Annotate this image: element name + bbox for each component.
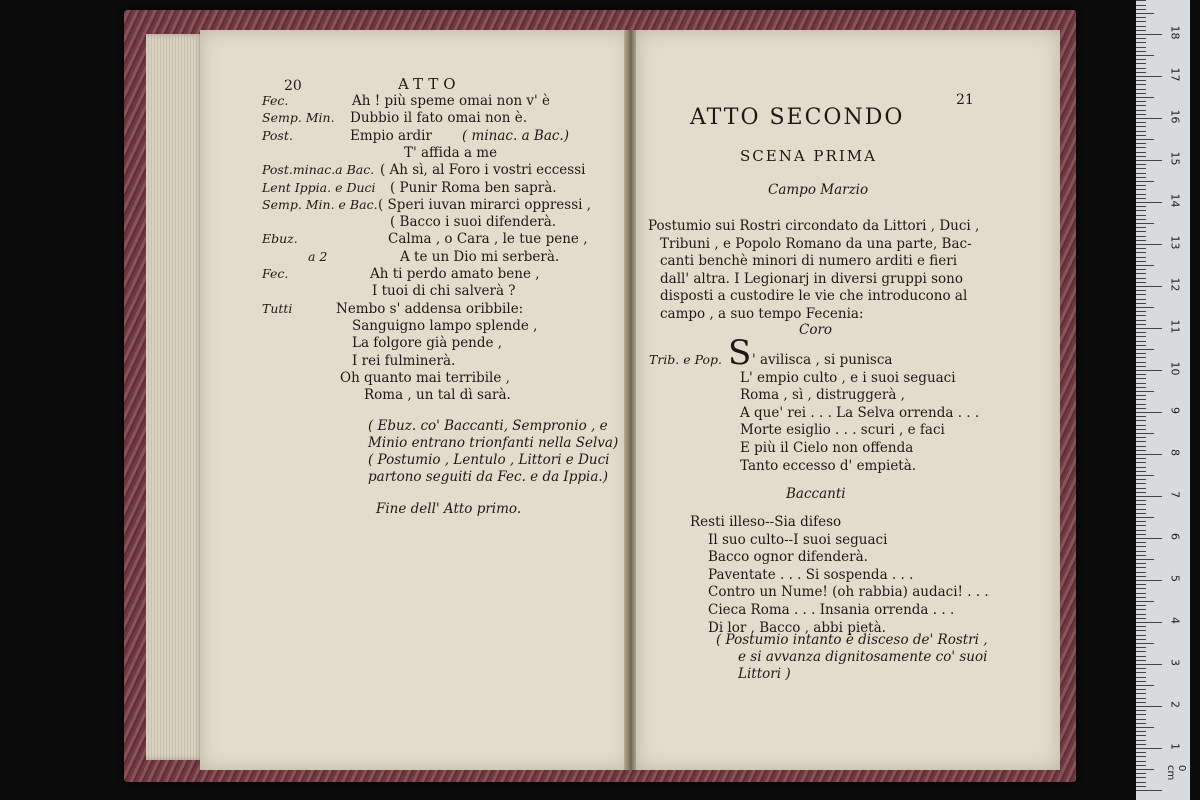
bacchants-line: Contro un Nume! (oh rabbia) audaci! . . . xyxy=(708,584,989,601)
ruler-tick xyxy=(1136,530,1146,531)
ruler-tick xyxy=(1136,425,1146,426)
ruler-tick xyxy=(1136,559,1154,560)
ruler-tick xyxy=(1136,227,1146,228)
ruler-tick xyxy=(1136,538,1162,539)
scene-title: SCENA PRIMA xyxy=(740,147,877,165)
ruler-tick xyxy=(1136,597,1146,598)
ruler-tick xyxy=(1136,605,1146,606)
ruler-tick xyxy=(1136,290,1146,291)
ruler-tick xyxy=(1136,286,1162,287)
ruler-tick xyxy=(1136,509,1146,510)
ruler-tick xyxy=(1136,576,1146,577)
ruler-tick xyxy=(1136,240,1146,241)
ruler-tick xyxy=(1136,26,1146,27)
speaker-label: Tutti xyxy=(262,300,293,316)
ruler-tick xyxy=(1136,630,1146,631)
ruler-tick xyxy=(1136,731,1146,732)
ruler-tick xyxy=(1136,412,1162,413)
ruler-tick xyxy=(1136,391,1154,392)
ruler-tick xyxy=(1136,689,1146,690)
bacchants-line: Bacco ognor difenderà. xyxy=(708,549,868,566)
ruler-tick xyxy=(1136,677,1146,678)
ruler-tick xyxy=(1136,773,1146,774)
ruler-tick xyxy=(1136,790,1162,791)
ruler-tick xyxy=(1136,59,1146,60)
ruler-tick xyxy=(1136,370,1162,371)
ruler-tick xyxy=(1136,63,1146,64)
ruler-tick xyxy=(1136,80,1146,81)
ruler-number: 5 xyxy=(1168,575,1182,582)
ruler-tick xyxy=(1136,748,1162,749)
ruler-tick xyxy=(1136,206,1146,207)
page-number-left: 20 xyxy=(284,78,302,94)
ruler-tick xyxy=(1136,786,1146,787)
ruler-tick xyxy=(1136,693,1146,694)
ruler-number: 13 xyxy=(1168,235,1182,250)
ruler-tick xyxy=(1136,710,1146,711)
ruler-tick xyxy=(1136,458,1146,459)
ruler-number: 7 xyxy=(1168,491,1182,498)
ruler-tick xyxy=(1136,210,1146,211)
chorus-heading: Coro xyxy=(799,322,833,338)
ruler-tick xyxy=(1136,328,1162,329)
bacchants-line: Il suo culto--I suoi seguaci xyxy=(708,531,888,548)
ruler-tick xyxy=(1136,30,1146,31)
speaker-label: a 2 xyxy=(308,248,328,264)
ruler-tick xyxy=(1136,76,1162,77)
ruler-number: 16 xyxy=(1168,109,1182,124)
ruler-tick xyxy=(1136,698,1146,699)
ruler-tick xyxy=(1136,521,1146,522)
ruler-tick xyxy=(1136,294,1146,295)
speaker-label: Fec. xyxy=(262,93,289,108)
ruler-tick xyxy=(1136,93,1146,94)
ruler-tick xyxy=(1136,68,1146,69)
bacchants-heading: Baccanti xyxy=(786,486,846,502)
ruler-tick xyxy=(1136,420,1146,421)
ruler-tick xyxy=(1136,21,1146,22)
ruler-tick xyxy=(1136,378,1146,379)
verse-line: ( Punir Roma ben saprà. xyxy=(390,179,557,196)
verse-line: ( Speri iuvan mirarci oppressi , xyxy=(378,196,592,213)
ruler-tick xyxy=(1136,168,1146,169)
ruler-tick xyxy=(1136,399,1146,400)
ruler-tick xyxy=(1136,534,1146,535)
ruler-tick xyxy=(1136,55,1154,56)
verse-line: A te un Dio mi serberà. xyxy=(400,248,560,265)
ruler-tick xyxy=(1136,105,1146,106)
ruler-tick xyxy=(1136,685,1154,686)
verse-line: Ah ! più speme omai non v' è xyxy=(352,93,551,109)
ruler-tick xyxy=(1136,706,1162,707)
description-line: campo , a suo tempo Fecenia: xyxy=(660,306,864,322)
ruler-tick xyxy=(1136,131,1146,132)
ruler-tick xyxy=(1136,437,1146,438)
ruler-tick xyxy=(1136,273,1146,274)
ruler-tick xyxy=(1136,433,1154,434)
ruler-tick xyxy=(1136,584,1146,585)
ruler-tick xyxy=(1136,177,1146,178)
ruler-tick xyxy=(1136,257,1146,258)
ruler-tick xyxy=(1136,357,1146,358)
ruler-tick xyxy=(1136,126,1146,127)
ruler-tick xyxy=(1136,84,1146,85)
ruler-tick xyxy=(1136,362,1146,363)
ruler-tick xyxy=(1136,643,1154,644)
ruler-tick xyxy=(1136,492,1146,493)
ruler-tick xyxy=(1136,740,1146,741)
description-line: Postumio sui Rostri circondato da Littori , Duci , xyxy=(648,218,980,234)
stage-direction-line: ( Postumio intanto è disceso de' Rostri , xyxy=(716,632,988,648)
ruler-tick xyxy=(1136,51,1146,52)
ruler-number: 8 xyxy=(1168,449,1182,456)
chorus-line: Morte esiglio . . . scuri , e faci xyxy=(740,422,945,439)
verse-line: Calma , o Cara , le tue pene , xyxy=(388,231,588,248)
ruler-tick xyxy=(1136,387,1146,388)
ruler-number: 17 xyxy=(1168,67,1182,82)
ruler-tick xyxy=(1136,782,1146,783)
ruler-tick xyxy=(1136,622,1162,623)
ruler-tick xyxy=(1136,303,1146,304)
chorus-line: Roma , sì , distruggerà , xyxy=(740,387,905,404)
ruler-number: 9 xyxy=(1168,407,1182,414)
ruler-tick xyxy=(1136,143,1146,144)
ruler-tick xyxy=(1136,265,1154,266)
ruler-number: 1 xyxy=(1168,743,1182,750)
ruler-tick xyxy=(1136,185,1146,186)
ruler-tick xyxy=(1136,152,1146,153)
running-head: ATTO xyxy=(398,75,461,93)
ruler-tick xyxy=(1136,244,1162,245)
verse-line: ( Ah sì, al Foro i vostri eccessi xyxy=(380,162,586,179)
ruler-tick xyxy=(1136,546,1146,547)
ruler-tick xyxy=(1136,299,1146,300)
act-title: ATTO SECONDO xyxy=(690,105,905,130)
ruler-tick xyxy=(1136,164,1146,165)
ruler-tick xyxy=(1136,639,1146,640)
ruler-tick xyxy=(1136,395,1146,396)
ruler-tick xyxy=(1136,332,1146,333)
ruler-tick xyxy=(1136,194,1146,195)
ruler-tick xyxy=(1136,479,1146,480)
verse-line: Dubbio il fato omai non è. xyxy=(350,110,528,127)
ruler-tick xyxy=(1136,467,1146,468)
verse-line: Sanguigno lampo splende , xyxy=(352,317,538,334)
ruler-tick xyxy=(1136,47,1146,48)
speaker-label: Post. xyxy=(262,127,293,143)
ruler-tick xyxy=(1136,756,1146,757)
page-edges xyxy=(146,34,204,760)
drop-cap: S xyxy=(728,333,752,373)
chorus-line: Tanto eccesso d' empietà. xyxy=(740,457,917,474)
ruler-tick xyxy=(1136,551,1146,552)
ruler-tick xyxy=(1136,500,1146,501)
ruler-tick xyxy=(1136,761,1146,762)
ruler-tick xyxy=(1136,147,1146,148)
ruler-tick xyxy=(1136,17,1146,18)
ruler-tick xyxy=(1136,345,1146,346)
ruler-tick xyxy=(1136,525,1146,526)
bacchants-line: Cieca Roma . . . Insania orrenda . . . xyxy=(708,602,955,618)
ruler-number: 14 xyxy=(1168,193,1182,208)
ruler-tick xyxy=(1136,462,1146,463)
ruler-tick xyxy=(1136,189,1146,190)
ruler-unit: 0 cm xyxy=(1165,765,1187,781)
ruler-tick xyxy=(1136,618,1146,619)
ruler-tick xyxy=(1136,450,1146,451)
ruler-tick xyxy=(1136,727,1154,728)
stage-direction-line: ( Ebuz. co' Baccanti, Sempronio , e xyxy=(368,418,608,434)
ruler-tick xyxy=(1136,38,1146,39)
ruler-tick xyxy=(1136,173,1146,174)
ruler-tick xyxy=(1136,215,1146,216)
ruler-tick xyxy=(1136,307,1154,308)
ruler-tick xyxy=(1136,139,1154,140)
verse-line: Empio ardir xyxy=(350,127,432,144)
bacchants-line: Di lor , Bacco , abbi pietà. xyxy=(708,619,886,636)
ruler-tick xyxy=(1136,231,1146,232)
stage-direction-inline: ( minac. a Bac.) xyxy=(462,127,569,144)
ruler-tick xyxy=(1136,744,1146,745)
ruler-tick xyxy=(1136,513,1146,514)
stage-direction-line: e si avvanza dignitosamente co' suoi xyxy=(738,649,988,665)
ruler-tick xyxy=(1136,278,1146,279)
ruler-tick xyxy=(1136,261,1146,262)
ruler-tick xyxy=(1136,672,1146,673)
ruler-tick xyxy=(1136,101,1146,102)
ruler-tick xyxy=(1136,475,1154,476)
ruler-tick xyxy=(1136,324,1146,325)
ruler-tick xyxy=(1136,89,1146,90)
ruler-tick xyxy=(1136,97,1154,98)
ruler-tick xyxy=(1136,429,1146,430)
ruler-tick xyxy=(1136,719,1146,720)
description-line: dall' altra. I Legionarj in diversi gruppi sono xyxy=(660,270,963,287)
ruler-tick xyxy=(1136,735,1146,736)
ruler-tick xyxy=(1136,34,1162,35)
ruler-tick xyxy=(1136,567,1146,568)
speaker-label: Post.minac.a Bac. xyxy=(262,162,375,178)
ruler-tick xyxy=(1136,769,1154,770)
ruler-tick xyxy=(1136,223,1154,224)
ruler-tick xyxy=(1136,580,1162,581)
ruler-tick xyxy=(1136,202,1162,203)
ruler-tick xyxy=(1136,651,1146,652)
speaker-label: Fec. xyxy=(262,266,289,281)
ruler-tick xyxy=(1136,269,1146,270)
ruler-tick xyxy=(1136,471,1146,472)
verse-line: Nembo s' addensa oribbile: xyxy=(336,300,524,317)
ruler-tick xyxy=(1136,408,1146,409)
ruler-tick xyxy=(1136,563,1146,564)
chorus-line: A que' rei . . . La Selva orrenda . . . xyxy=(740,404,980,421)
ruler-tick xyxy=(1136,156,1146,157)
ruler-number: 3 xyxy=(1168,659,1182,666)
stage-direction-line: Minio entrano trionfanti nella Selva) xyxy=(368,435,619,451)
ruler-tick xyxy=(1136,647,1146,648)
stage-direction-line: ( Postumio , Lentulo , Littori e Duci xyxy=(368,452,610,468)
chorus-speaker: Trib. e Pop. xyxy=(649,352,723,367)
ruler-number: 15 xyxy=(1168,151,1182,166)
ruler-tick xyxy=(1136,488,1146,489)
description-line: canti benchè minori di numero arditi e fieri xyxy=(660,253,958,270)
ruler-number: 6 xyxy=(1168,533,1182,540)
chorus-line: L' empio culto , e i suoi seguaci xyxy=(740,369,956,386)
ruler-number: 18 xyxy=(1168,25,1182,40)
ruler-tick xyxy=(1136,668,1146,669)
ruler-tick xyxy=(1136,236,1146,237)
ruler-tick xyxy=(1136,593,1146,594)
ruler-tick xyxy=(1136,9,1146,10)
ruler-tick xyxy=(1136,248,1146,249)
verse-line: I tuoi di chi salverà ? xyxy=(372,283,516,300)
verse-line: Ah ti perdo amato bene , xyxy=(370,266,540,282)
ruler-tick xyxy=(1136,282,1146,283)
ruler-tick xyxy=(1136,320,1146,321)
measuring-ruler xyxy=(1136,0,1190,800)
ruler-number: 4 xyxy=(1168,617,1182,624)
ruler-tick xyxy=(1136,13,1154,14)
right-page xyxy=(636,30,1060,770)
speaker-label: Lent Ippia. e Duci xyxy=(262,179,376,195)
description-line: Tribuni , e Popolo Romano da una parte, Bac- xyxy=(660,235,972,252)
verse-line: ( Bacco i suoi difenderà. xyxy=(390,214,557,231)
ruler-tick xyxy=(1136,504,1146,505)
speaker-label: Semp. Min. e Bac. xyxy=(262,196,378,212)
ruler-tick xyxy=(1136,198,1146,199)
ruler-tick xyxy=(1136,656,1146,657)
ruler-tick xyxy=(1136,404,1146,405)
chorus-line: ' avilisca , si punisca xyxy=(752,352,893,368)
stage-direction-line: partono seguiti da Fec. e da Ippia.) xyxy=(368,469,608,485)
ruler-tick xyxy=(1136,311,1146,312)
ruler-tick xyxy=(1136,42,1146,43)
verse-line: La folgore già pende , xyxy=(352,335,503,352)
ruler-tick xyxy=(1136,572,1146,573)
ruler-tick xyxy=(1136,723,1146,724)
ruler-tick xyxy=(1136,454,1162,455)
ruler-tick xyxy=(1136,626,1146,627)
act-end-note: Fine dell' Atto primo. xyxy=(376,501,522,517)
ruler-tick xyxy=(1136,122,1146,123)
ruler-tick xyxy=(1136,441,1146,442)
ruler-tick xyxy=(1136,110,1146,111)
ruler-number: 11 xyxy=(1168,319,1182,334)
scene-location: Campo Marzio xyxy=(768,182,869,198)
chorus-line: E più il Cielo non offenda xyxy=(740,440,914,456)
ruler-tick xyxy=(1136,114,1146,115)
ruler-tick xyxy=(1136,0,1146,1)
ruler-number: 2 xyxy=(1168,701,1182,708)
ruler-tick xyxy=(1136,349,1154,350)
ruler-tick xyxy=(1136,601,1154,602)
ruler-tick xyxy=(1136,5,1146,6)
ruler-tick xyxy=(1136,374,1146,375)
speaker-label: Ebuz. xyxy=(262,231,298,247)
speaker-label: Semp. Min. xyxy=(262,110,335,126)
ruler-tick xyxy=(1136,118,1162,119)
ruler-tick xyxy=(1136,614,1146,615)
ruler-tick xyxy=(1136,752,1146,753)
ruler-tick xyxy=(1136,219,1146,220)
ruler-tick xyxy=(1136,181,1154,182)
ruler-tick xyxy=(1136,341,1146,342)
ruler-tick xyxy=(1136,446,1146,447)
ruler-tick xyxy=(1136,660,1146,661)
ruler-number: 12 xyxy=(1168,277,1182,292)
ruler-tick xyxy=(1136,483,1146,484)
ruler-tick xyxy=(1136,496,1162,497)
bacchants-line: Resti illeso--Sia difeso xyxy=(690,514,842,530)
verse-line: Roma , un tal dì sarà. xyxy=(364,387,511,404)
ruler-tick xyxy=(1136,664,1162,665)
ruler-tick xyxy=(1136,135,1146,136)
ruler-tick xyxy=(1136,635,1146,636)
ruler-tick xyxy=(1136,160,1162,161)
ruler-tick xyxy=(1136,315,1146,316)
ruler-tick xyxy=(1136,353,1146,354)
ruler-tick xyxy=(1136,609,1146,610)
ruler-tick xyxy=(1136,366,1146,367)
ruler-tick xyxy=(1136,252,1146,253)
ruler-tick xyxy=(1136,72,1146,73)
ruler-tick xyxy=(1136,777,1146,778)
ruler-tick xyxy=(1136,555,1146,556)
ruler-tick xyxy=(1136,416,1146,417)
verse-line: Oh quanto mai terribile , xyxy=(340,369,510,386)
ruler-tick xyxy=(1136,588,1146,589)
ruler-tick xyxy=(1136,681,1146,682)
ruler-tick xyxy=(1136,714,1146,715)
ruler-tick xyxy=(1136,383,1146,384)
ruler-tick xyxy=(1136,336,1146,337)
left-page xyxy=(200,30,630,770)
page-number-right: 21 xyxy=(956,92,974,108)
ruler-tick xyxy=(1136,517,1154,518)
ruler-tick xyxy=(1136,542,1146,543)
ruler-number: 10 xyxy=(1168,361,1182,376)
ruler-tick xyxy=(1136,765,1146,766)
verse-line: I rei fulminerà. xyxy=(352,352,456,369)
description-line: disposti a custodire le vie che introducono al xyxy=(660,288,968,305)
verse-line: T' affida a me xyxy=(404,144,498,161)
bacchants-line: Paventate . . . Si sospenda . . . xyxy=(708,566,914,583)
ruler-tick xyxy=(1136,702,1146,703)
stage-direction-line: Littori ) xyxy=(738,666,791,682)
